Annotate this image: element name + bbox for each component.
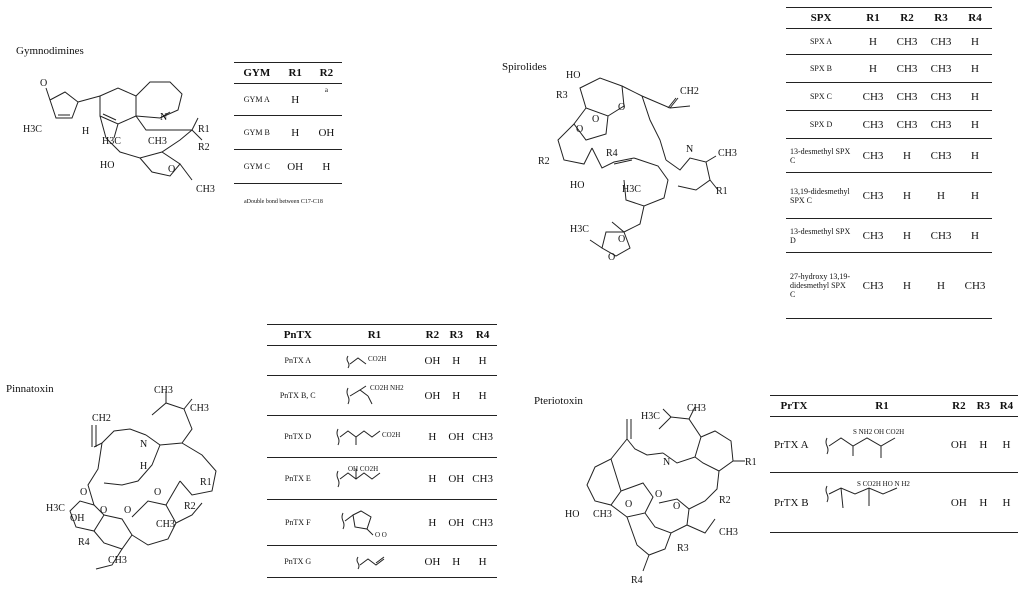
r1-cell: CH3 [856, 83, 890, 111]
table-row [234, 150, 342, 184]
pntx-atom-label: CH3 [108, 555, 127, 566]
compound-name: SPX A [786, 29, 856, 55]
r2-cell: H [420, 416, 444, 458]
r3-cell: CH3 [924, 55, 958, 83]
column-header: R1 [818, 396, 946, 417]
pntx-atom-label: OH [70, 513, 85, 524]
spx-atom-label: R1 [716, 186, 728, 197]
r2-cell: CH3 [890, 111, 924, 139]
r1-cell: H [856, 55, 890, 83]
table-row [786, 253, 992, 319]
column-header: R1 [856, 8, 890, 29]
pntx-atom-label: CH3 [156, 519, 175, 530]
r1-cell: OH [280, 150, 311, 184]
pntx-atom-label: R1 [200, 477, 212, 488]
table-row [234, 84, 342, 116]
r3-cell: H [972, 473, 995, 533]
r4-cell: H [958, 29, 992, 55]
column-header: GYM [234, 63, 280, 84]
table-header-row [234, 63, 342, 84]
pntx-atom-label: H [140, 461, 148, 472]
r2-cell: H [890, 219, 924, 253]
column-header: R2 [946, 396, 972, 417]
table-row [234, 116, 342, 150]
r4-cell: CH3 [958, 253, 992, 319]
column-header: R2 [890, 8, 924, 29]
r3-cell: H [444, 546, 468, 578]
r1-structure [334, 465, 414, 493]
r2-cell: a [311, 84, 342, 116]
r3-cell: H [924, 253, 958, 319]
table-row [770, 417, 1018, 473]
spx-atom-label: R2 [538, 156, 550, 167]
r4-cell: H [995, 417, 1018, 473]
r2-cell: H [890, 173, 924, 219]
r3-cell: OH [444, 458, 468, 500]
r4-cell: H [958, 139, 992, 173]
gym-atom-label: N [160, 112, 168, 123]
pntx-atom-label: O [154, 487, 162, 498]
compound-name: SPX D [786, 111, 856, 139]
r1-substituent [329, 546, 421, 578]
r2-cell: OH [946, 473, 972, 533]
compound-name: 27-hydroxy 13,19-didesmethyl SPX C [786, 253, 856, 319]
pntx-atom-label: H3C [46, 503, 65, 514]
r2-cell: H [890, 139, 924, 173]
prtx-atom-label: R3 [677, 543, 689, 554]
pntx-atom-label: CH2 [92, 413, 111, 424]
column-header: R4 [995, 396, 1018, 417]
compound-name: 13-desmethyl SPX D [786, 219, 856, 253]
gym-atom-label: CH3 [196, 184, 215, 195]
r3-cell: CH3 [924, 83, 958, 111]
prtx-atom-label: O [673, 501, 681, 512]
r1-cell: CH3 [856, 253, 890, 319]
table-row [786, 111, 992, 139]
r4-cell: H [958, 219, 992, 253]
gym-atom-label: HO [100, 160, 115, 171]
table-row [786, 139, 992, 173]
r1-substituent [329, 458, 421, 500]
r1-text: CO2H [382, 430, 401, 439]
table-header-row [267, 325, 497, 346]
compound-name: SPX C [786, 83, 856, 111]
gymnodimine-structure [20, 60, 230, 210]
spx-atom-label: R4 [606, 148, 618, 159]
gym-atom-label: R2 [198, 142, 210, 153]
r4-cell: CH3 [468, 416, 497, 458]
column-header: R2 [420, 325, 444, 346]
compound-name: GYM B [234, 116, 280, 150]
compound-name: SPX B [786, 55, 856, 83]
spx-table [786, 7, 992, 319]
column-header: R3 [924, 8, 958, 29]
r1-substituent [329, 346, 421, 376]
pntx-atom-label: CH3 [190, 403, 209, 414]
gym-table [234, 62, 342, 184]
spx-atom-label: HO [566, 70, 581, 81]
compound-name: GYM C [234, 150, 280, 184]
r1-text: OH CO2H [348, 464, 379, 473]
r1-structure [344, 352, 404, 370]
column-header: PnTX [267, 325, 329, 346]
r2-cell: H [890, 253, 924, 319]
spx-atom-label: O [608, 252, 616, 263]
r1-substituent [329, 376, 421, 416]
r3-cell: CH3 [924, 111, 958, 139]
prtx-atom-label: CH3 [593, 509, 612, 520]
prtx-atom-label: O [655, 489, 663, 500]
r1-cell: H [280, 84, 311, 116]
compound-name: PnTX B, C [267, 376, 329, 416]
r1-text: S NH2 OH CO2H [853, 427, 905, 436]
table-row [267, 458, 497, 500]
prtx-atom-label: O [625, 499, 633, 510]
spx-atom-label: O [592, 114, 600, 125]
r1-text: CO2H NH2 [370, 383, 405, 392]
r2-cell: OH [420, 376, 444, 416]
r2-cell: H [311, 150, 342, 184]
pntx-atom-label: O [100, 505, 108, 516]
r1-structure [334, 423, 414, 451]
r3-cell: H [444, 346, 468, 376]
prtx-atom-label: CH3 [719, 527, 738, 538]
r2-cell: CH3 [890, 55, 924, 83]
spx-atom-label: H3C [622, 184, 641, 195]
r1-text: S CO2H HO N H2 [857, 479, 910, 488]
table-row [786, 219, 992, 253]
gym-atom-label: O [168, 164, 176, 175]
r4-cell: H [958, 55, 992, 83]
r3-cell: CH3 [924, 219, 958, 253]
compound-name: PrTX B [770, 473, 818, 533]
gym-atom-label: O [40, 78, 48, 89]
compound-name: PrTX A [770, 417, 818, 473]
prtx-atom-label: HO [565, 509, 580, 520]
r1-cell: H [280, 116, 311, 150]
prtx-table [770, 395, 1018, 533]
spx-atom-label: O [618, 234, 626, 245]
table-row [786, 173, 992, 219]
r3-cell: CH3 [924, 139, 958, 173]
gym-atom-label: H3C [23, 124, 42, 135]
gym-atom-label: H [82, 126, 90, 137]
r1-text: CO2H [368, 354, 387, 363]
spirolides-label: Spirolides [502, 61, 547, 73]
r2-cell: OH [420, 346, 444, 376]
pntx-table [267, 324, 497, 578]
r4-cell: CH3 [468, 500, 497, 546]
r1-structure [823, 422, 941, 468]
table-row [267, 376, 497, 416]
spirolide-structure [530, 60, 760, 270]
r4-cell: H [468, 546, 497, 578]
gym-footnote: aDouble bond between C17-C18 [244, 199, 323, 205]
r1-structure [344, 382, 404, 410]
r3-cell: H [972, 417, 995, 473]
compound-name: 13,19-didesmethyl SPX C [786, 173, 856, 219]
r2-cell: OH [420, 546, 444, 578]
r1-substituent [818, 473, 946, 533]
table-row [786, 83, 992, 111]
gym-atom-label: CH3 [148, 136, 167, 147]
r1-substituent [329, 500, 421, 546]
column-header: R1 [280, 63, 311, 84]
pinnatoxin-structure [42, 385, 267, 585]
r1-cell: H [856, 29, 890, 55]
table-row [267, 416, 497, 458]
r1-structure [354, 553, 394, 571]
table-row [786, 29, 992, 55]
table-row [770, 473, 1018, 533]
spx-atom-label: O [618, 102, 626, 113]
prtx-atom-label: CH3 [687, 403, 706, 414]
r1-substituent [818, 417, 946, 473]
spx-atom-label: R3 [556, 90, 568, 101]
r2-cell: OH [311, 116, 342, 150]
r2-cell: OH [946, 417, 972, 473]
r1-cell: CH3 [856, 111, 890, 139]
prtx-atom-label: R2 [719, 495, 731, 506]
column-header: R4 [468, 325, 497, 346]
compound-name: 13-desmethyl SPX C [786, 139, 856, 173]
r3-cell: OH [444, 500, 468, 546]
table-header-row [786, 8, 992, 29]
pteriotoxin-structure [555, 405, 765, 595]
r1-text: O O [375, 530, 388, 539]
pinnatoxin-label: Pinnatoxin [6, 383, 54, 395]
compound-name: PnTX D [267, 416, 329, 458]
compound-name: GYM A [234, 84, 280, 116]
gymnodimines-label: Gymnodimines [16, 45, 84, 57]
r1-cell: CH3 [856, 139, 890, 173]
column-header: R4 [958, 8, 992, 29]
r1-structure [339, 507, 409, 539]
r4-cell: H [995, 473, 1018, 533]
spx-atom-label: O [576, 124, 584, 135]
r2-cell: CH3 [890, 29, 924, 55]
column-header: R3 [972, 396, 995, 417]
pntx-atom-label: CH3 [154, 385, 173, 396]
spx-atom-label: HO [570, 180, 585, 191]
pntx-atom-label: O [80, 487, 88, 498]
r3-cell: H [444, 376, 468, 416]
spx-atom-label: N [686, 144, 694, 155]
column-header: R3 [444, 325, 468, 346]
pntx-atom-label: O [124, 505, 132, 516]
r1-cell: CH3 [856, 173, 890, 219]
r3-cell: CH3 [924, 29, 958, 55]
table-row [786, 55, 992, 83]
r4-cell: H [958, 83, 992, 111]
r2-cell: CH3 [890, 83, 924, 111]
pntx-atom-label: N [140, 439, 148, 450]
column-header: R2 [311, 63, 342, 84]
pntx-atom-label: R2 [184, 501, 196, 512]
gym-atom-label: R1 [198, 124, 210, 135]
r4-cell: H [468, 376, 497, 416]
prtx-atom-label: N [663, 457, 671, 468]
compound-name: PnTX E [267, 458, 329, 500]
r3-cell: H [924, 173, 958, 219]
table-row [267, 500, 497, 546]
column-header: SPX [786, 8, 856, 29]
r1-structure [823, 478, 941, 528]
r4-cell: H [958, 111, 992, 139]
r4-cell: CH3 [468, 458, 497, 500]
r2-cell: H [420, 458, 444, 500]
column-header: PrTX [770, 396, 818, 417]
r4-cell: H [958, 173, 992, 219]
prtx-atom-label: R1 [745, 457, 757, 468]
spx-atom-label: H3C [570, 224, 589, 235]
gym-atom-label: H3C [102, 136, 121, 147]
spx-atom-label: CH2 [680, 86, 699, 97]
table-row [267, 546, 497, 578]
prtx-atom-label: H3C [641, 411, 660, 422]
r2-cell: H [420, 500, 444, 546]
r4-cell: H [468, 346, 497, 376]
r1-cell: CH3 [856, 219, 890, 253]
compound-name: PnTX G [267, 546, 329, 578]
table-row [267, 346, 497, 376]
compound-name: PnTX F [267, 500, 329, 546]
table-header-row [770, 396, 1018, 417]
r1-substituent [329, 416, 421, 458]
pteriotoxin-label: Pteriotoxin [534, 395, 583, 407]
r3-cell: OH [444, 416, 468, 458]
column-header: R1 [329, 325, 421, 346]
compound-name: PnTX A [267, 346, 329, 376]
prtx-atom-label: R4 [631, 575, 643, 586]
pntx-atom-label: R4 [78, 537, 90, 548]
spx-atom-label: CH3 [718, 148, 737, 159]
